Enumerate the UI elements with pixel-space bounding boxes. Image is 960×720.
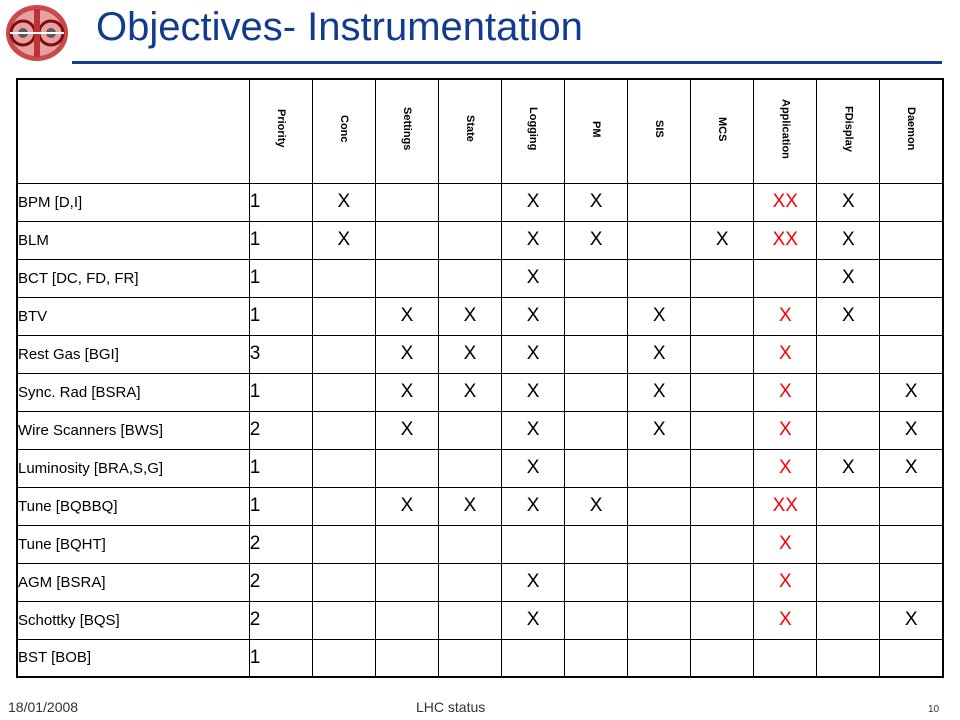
mark-cell [438, 639, 501, 677]
mark-cell [691, 411, 754, 449]
column-header [628, 79, 691, 183]
instrument-name: Schottky [BQS] [17, 601, 249, 639]
mark-cell [880, 525, 943, 563]
mark-cell: X [312, 183, 375, 221]
table-row [17, 601, 943, 639]
instrument-name: Luminosity [BRA,S,G] [17, 449, 249, 487]
mark-cell [880, 259, 943, 297]
column-header [438, 79, 501, 183]
column-header-label: Logging [527, 107, 540, 151]
mark-cell: X [502, 563, 565, 601]
column-header-label: FDisplay [842, 105, 855, 152]
lhc-logo-icon [4, 3, 70, 63]
mark-cell [628, 449, 691, 487]
mark-cell [691, 525, 754, 563]
mark-cell: X [754, 525, 817, 563]
mark-cell [502, 525, 565, 563]
instrument-name: Rest Gas [BGI] [17, 335, 249, 373]
instrument-name: BPM [D,I] [17, 183, 249, 221]
mark-cell [312, 639, 375, 677]
mark-cell: X [880, 601, 943, 639]
mark-cell: X [438, 487, 501, 525]
mark-cell [691, 259, 754, 297]
mark-cell [438, 183, 501, 221]
mark-cell [565, 601, 628, 639]
mark-cell: X [817, 297, 880, 335]
mark-cell [565, 335, 628, 373]
mark-cell: X [817, 449, 880, 487]
mark-cell: XX [754, 487, 817, 525]
mark-cell [628, 525, 691, 563]
instrument-name: Sync. Rad [BSRA] [17, 373, 249, 411]
mark-cell [628, 183, 691, 221]
mark-cell [880, 639, 943, 677]
mark-cell: X [502, 259, 565, 297]
mark-cell [375, 449, 438, 487]
mark-cell: X [817, 259, 880, 297]
mark-cell: X [375, 487, 438, 525]
column-header-label: Conc [337, 115, 350, 143]
priority-cell: 1 [249, 639, 312, 677]
mark-cell: X [628, 335, 691, 373]
table-row [17, 639, 943, 677]
mark-cell [565, 525, 628, 563]
mark-cell: X [880, 449, 943, 487]
mark-cell [375, 563, 438, 601]
mark-cell: X [502, 297, 565, 335]
priority-cell: 1 [249, 221, 312, 259]
mark-cell [691, 639, 754, 677]
mark-cell [375, 183, 438, 221]
mark-cell: X [565, 487, 628, 525]
mark-cell: X [502, 373, 565, 411]
mark-cell [880, 183, 943, 221]
table-row [17, 487, 943, 525]
mark-cell [438, 449, 501, 487]
table-row [17, 373, 943, 411]
mark-cell: X [754, 449, 817, 487]
column-header [565, 79, 628, 183]
mark-cell [691, 335, 754, 373]
table-row [17, 525, 943, 563]
mark-cell [880, 563, 943, 601]
mark-cell [565, 449, 628, 487]
column-header-label: Daemon [905, 107, 918, 151]
mark-cell [880, 335, 943, 373]
mark-cell: X [375, 297, 438, 335]
mark-cell [375, 639, 438, 677]
mark-cell: X [880, 411, 943, 449]
mark-cell [375, 601, 438, 639]
mark-cell [312, 525, 375, 563]
mark-cell [565, 297, 628, 335]
mark-cell: X [754, 373, 817, 411]
table-row [17, 183, 943, 221]
mark-cell [312, 335, 375, 373]
column-header-label: SIS [653, 119, 666, 138]
mark-cell [438, 221, 501, 259]
column-header-label: MCS [716, 116, 729, 141]
mark-cell [375, 221, 438, 259]
mark-cell [691, 183, 754, 221]
mark-cell: X [754, 563, 817, 601]
mark-cell [880, 297, 943, 335]
column-header [754, 79, 817, 183]
mark-cell: X [565, 183, 628, 221]
mark-cell [565, 563, 628, 601]
instrumentation-matrix [16, 78, 944, 678]
mark-cell [691, 297, 754, 335]
mark-cell [691, 487, 754, 525]
column-header [691, 79, 754, 183]
table-row [17, 411, 943, 449]
mark-cell: X [375, 411, 438, 449]
instrument-name: Tune [BQHT] [17, 525, 249, 563]
priority-cell: 2 [249, 601, 312, 639]
instrument-name: BST [BOB] [17, 639, 249, 677]
mark-cell [312, 563, 375, 601]
mark-cell [691, 601, 754, 639]
mark-cell [628, 259, 691, 297]
column-header [312, 79, 375, 183]
mark-cell: XX [754, 183, 817, 221]
priority-cell: 1 [249, 487, 312, 525]
mark-cell: X [754, 335, 817, 373]
mark-cell [438, 259, 501, 297]
table-row [17, 221, 943, 259]
mark-cell [312, 373, 375, 411]
mark-cell [754, 639, 817, 677]
mark-cell [817, 335, 880, 373]
mark-cell [502, 639, 565, 677]
mark-cell [691, 373, 754, 411]
column-header-label: Application [779, 98, 792, 159]
mark-cell: X [691, 221, 754, 259]
mark-cell [628, 487, 691, 525]
mark-cell: X [502, 411, 565, 449]
column-header [502, 79, 565, 183]
priority-cell: 1 [249, 449, 312, 487]
column-header-label: Settings [400, 107, 413, 151]
mark-cell [312, 297, 375, 335]
instrument-name: BLM [17, 221, 249, 259]
instrument-name: Tune [BQBBQ] [17, 487, 249, 525]
mark-cell [628, 639, 691, 677]
mark-cell [375, 525, 438, 563]
mark-cell [438, 601, 501, 639]
mark-cell [438, 411, 501, 449]
priority-cell: 2 [249, 563, 312, 601]
mark-cell [817, 601, 880, 639]
mark-cell: X [502, 449, 565, 487]
mark-cell [312, 259, 375, 297]
column-header-label: Priority [274, 109, 287, 148]
mark-cell: X [628, 297, 691, 335]
mark-cell [880, 221, 943, 259]
mark-cell [691, 563, 754, 601]
instrument-name: Wire Scanners [BWS] [17, 411, 249, 449]
footer-date: 18/01/2008 [8, 699, 79, 715]
mark-cell: X [817, 221, 880, 259]
mark-cell [565, 373, 628, 411]
mark-cell [438, 525, 501, 563]
mark-cell: X [628, 373, 691, 411]
mark-cell [817, 487, 880, 525]
mark-cell [565, 411, 628, 449]
mark-cell: X [502, 601, 565, 639]
table-row [17, 297, 943, 335]
mark-cell: X [754, 297, 817, 335]
column-header-label: State [463, 115, 476, 143]
mark-cell: X [817, 183, 880, 221]
table-row [17, 563, 943, 601]
mark-cell: X [375, 373, 438, 411]
table-row [17, 449, 943, 487]
mark-cell: X [375, 335, 438, 373]
priority-cell: 1 [249, 259, 312, 297]
table-row [17, 335, 943, 373]
column-header [249, 79, 312, 183]
column-header-label: PM [590, 120, 603, 137]
slide-title: Objectives- Instrumentation [96, 5, 583, 49]
priority-cell: 1 [249, 183, 312, 221]
instrument-name: BTV [17, 297, 249, 335]
mark-cell [312, 487, 375, 525]
mark-cell [312, 449, 375, 487]
table-row [17, 259, 943, 297]
mark-cell: X [438, 373, 501, 411]
priority-cell: 2 [249, 411, 312, 449]
priority-cell: 2 [249, 525, 312, 563]
mark-cell [691, 449, 754, 487]
mark-cell [880, 487, 943, 525]
mark-cell: XX [754, 221, 817, 259]
header-row [17, 79, 943, 183]
mark-cell [817, 563, 880, 601]
mark-cell [817, 411, 880, 449]
priority-cell: 1 [249, 373, 312, 411]
mark-cell [817, 639, 880, 677]
mark-cell: X [502, 221, 565, 259]
mark-cell: X [438, 297, 501, 335]
mark-cell: X [754, 411, 817, 449]
footer-title: LHC status [416, 699, 486, 715]
mark-cell: X [754, 601, 817, 639]
mark-cell [817, 373, 880, 411]
instrument-name: BCT [DC, FD, FR] [17, 259, 249, 297]
mark-cell: X [880, 373, 943, 411]
priority-cell: 3 [249, 335, 312, 373]
mark-cell [817, 525, 880, 563]
mark-cell: X [502, 183, 565, 221]
priority-cell: 1 [249, 297, 312, 335]
mark-cell [438, 563, 501, 601]
mark-cell: X [628, 411, 691, 449]
column-header [880, 79, 943, 183]
mark-cell: X [502, 487, 565, 525]
instrument-name: AGM [BSRA] [17, 563, 249, 601]
mark-cell: X [312, 221, 375, 259]
column-header [375, 79, 438, 183]
mark-cell [628, 221, 691, 259]
mark-cell: X [438, 335, 501, 373]
mark-cell [312, 411, 375, 449]
mark-cell [628, 601, 691, 639]
column-header [817, 79, 880, 183]
mark-cell: X [565, 221, 628, 259]
mark-cell [754, 259, 817, 297]
mark-cell [312, 601, 375, 639]
mark-cell [375, 259, 438, 297]
title-underline [72, 61, 942, 64]
mark-cell: X [502, 335, 565, 373]
mark-cell [565, 639, 628, 677]
corner-cell [17, 79, 249, 183]
mark-cell [565, 259, 628, 297]
page-number: 10 [928, 704, 940, 715]
mark-cell [628, 563, 691, 601]
